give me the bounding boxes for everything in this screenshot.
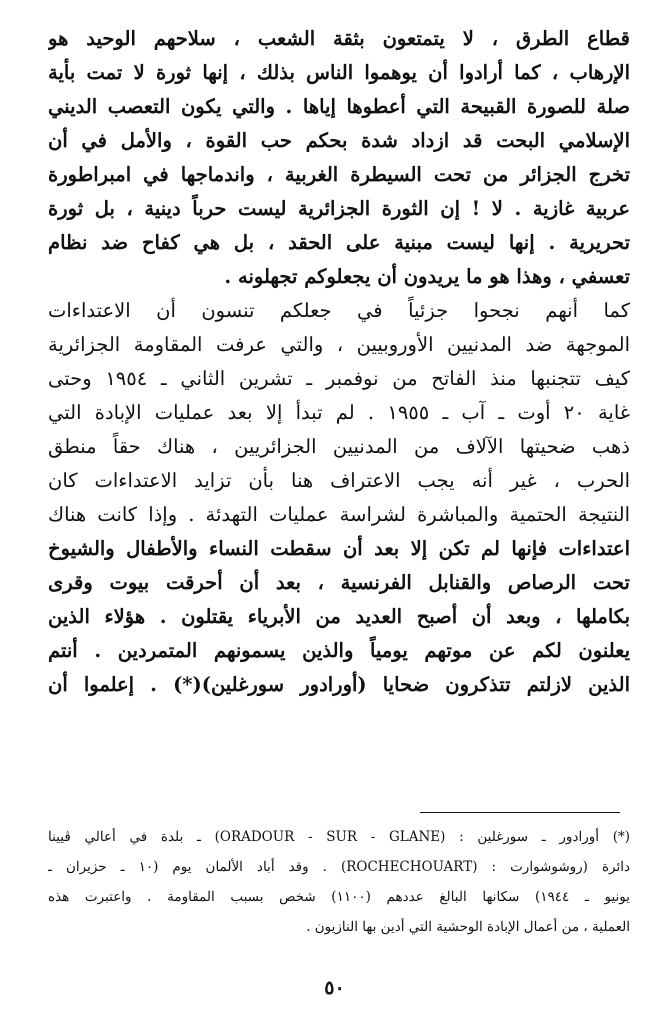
- body-line: تحت الرصاص والقنابل الفرنسية ، بعد أن أحرقت بيوت وقرى: [48, 571, 630, 594]
- body-line: كما أنهم نجحوا جزئياً في جعلكم تنسون أن الاعتداءات: [48, 299, 630, 322]
- body-line: قطاع الطرق ، لا يتمتعون بثقة الشعب ، سلاحهم الوحيد هو: [48, 27, 630, 50]
- page-number: ٥٠: [324, 977, 345, 999]
- body-line: صلة للصورة القبيحة التي أعطوها إياها . والتي يكون التعصب الديني: [48, 95, 630, 118]
- body-line: النتيجة الحتمية والمباشرة لشراسة عمليات التهدئة . وإذا كانت هناك: [48, 503, 630, 526]
- body-line: بكاملها ، وبعد أن أصبح العديد من الأبرياء يقتلون . هؤلاء الذين: [48, 605, 630, 628]
- body-line: الذين لازلتم تتذكرون ضحايا (أورادور سورغلين)(*) . إعلموا أن: [48, 673, 630, 696]
- footnote-line: دائرة (روشوشوارت : (ROCHECHOUART) . وقد أباد الألمان يوم (١٠ ـ حزيران ـ: [48, 859, 630, 875]
- body-line: غاية ٢٠ أوت ـ آب ـ ١٩٥٥ . لم تبدأ إلا بعد عمليات الإبادة التي: [48, 401, 630, 424]
- body-line: كيف تتجنبها منذ الفاتح من نوفمبر ـ تشرين الثاني ـ ١٩٥٤ وحتى: [48, 367, 630, 390]
- footnote: [48, 822, 630, 942]
- body-line: الإسلامي البحت قد ازداد شدة بحكم حب القوة ، والأمل في أن: [48, 129, 630, 152]
- body-line: الإرهاب ، كما أرادوا أن يوهموا الناس بذلك ، إنها ثورة لا تمت بأية: [48, 61, 630, 84]
- body-line: تخرج الجزائر من تحت السيطرة الغربية ، واندماجها في امبراطورة: [48, 163, 630, 186]
- body-line: تعسفي ، وهذا هو ما يريدون أن يجعلوكم تجهلونه .: [224, 265, 630, 288]
- body-text: [48, 22, 630, 702]
- body-line: تحريرية . إنها ليست مبنية على الحقد ، بل هي كفاح ضد نظام: [48, 231, 630, 254]
- body-line: يعلنون لكم عن موتهم يومياً والذين يسمونهم المتمردين . أنتم: [48, 639, 630, 662]
- body-line: الحرب ، غير أنه يجب الاعتراف هنا بأن تزايد الاعتداءات كان: [48, 469, 630, 492]
- footnote-line: يونيو ـ ١٩٤٤) سكانها البالغ عددهم (١١٠٠) شخص بسبب المقاومة . واعتبرت هذه: [48, 889, 630, 905]
- body-line: الموجهة ضد المدنيين الأوروبيين ، والتي عرفت المقاومة الجزائرية: [48, 333, 630, 356]
- footnote-divider: [420, 812, 620, 813]
- body-line: اعتداءات فإنها لم تكن إلا بعد أن سقطت النساء والأطفال والشيوخ: [48, 537, 630, 560]
- footnote-line: العملية ، من أعمال الإبادة الوحشية التي أدين بها النازيون .: [306, 919, 630, 935]
- footnote-line: (*) أورادور ـ سورغلين : (ORADOUR - SUR - GLANE) ـ بلدة في أعالي ڤيينا: [48, 829, 630, 845]
- body-line: ذهب ضحيتها الآلاف من المدنيين الجزائريين ، هناك حقاً منطق: [48, 435, 630, 458]
- body-line: عربية غازية . لا ! إن الثورة الجزائرية ليست حرباً دينية ، بل ثورة: [48, 197, 630, 220]
